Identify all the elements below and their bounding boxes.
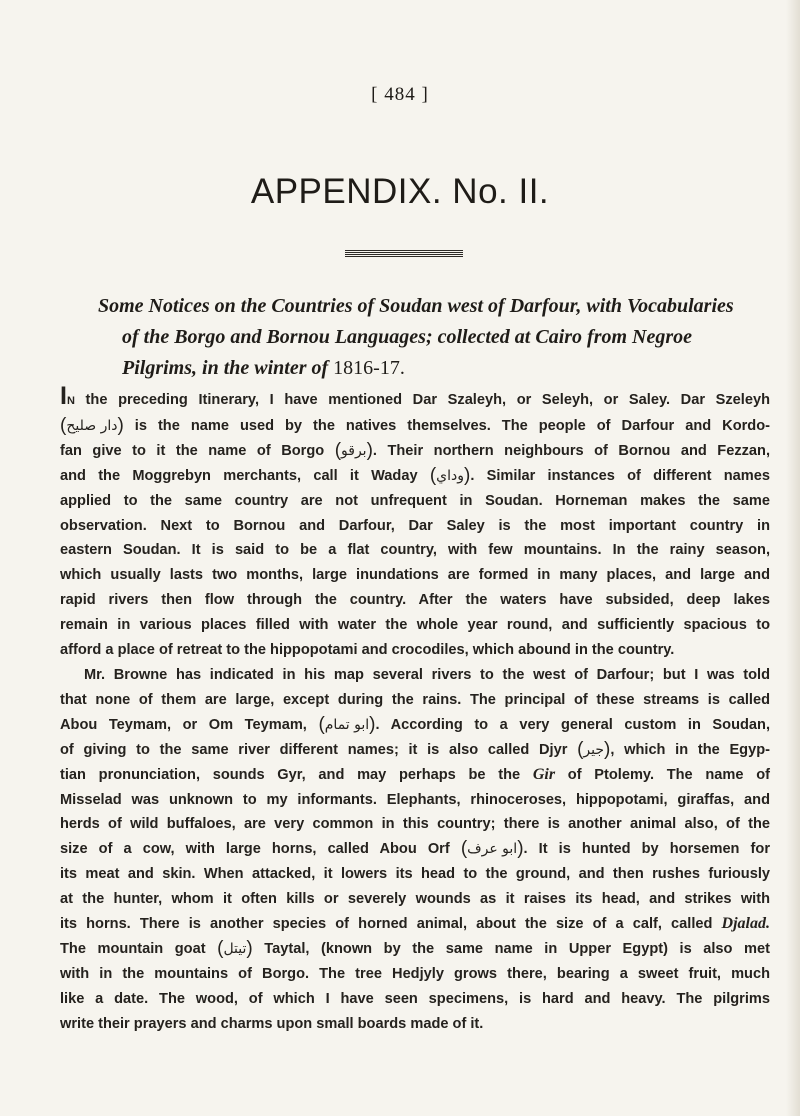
text-run: rapid rivers then flow through the country. After the waters have subsided, deep lakes [60, 592, 770, 609]
text-run: Misselad was unknown to my informants. Elephants, rhinoceroses, hippopotami, giraffas, and [60, 791, 770, 808]
text-run: size of a cow, with large horns, called Abou Orf [60, 841, 461, 858]
subtitle-year: 1816-17. [333, 357, 405, 379]
small-caps-letter: N [66, 395, 75, 407]
arabic-term: (برقو) [335, 443, 373, 459]
subtitle-line-1: Some Notices on the Countries of Soudan west of Darfour, with Vocabularies [98, 295, 734, 317]
text-line [60, 489, 770, 514]
text-line [60, 414, 770, 439]
arabic-term: (جير) [577, 742, 610, 758]
arabic-word: تيتل [223, 940, 247, 957]
drop-cap: I [60, 382, 67, 410]
arabic-term: (ابو تمام) [318, 717, 375, 733]
text-line [60, 384, 770, 414]
text-line [60, 688, 770, 713]
arabic-word: وداي [436, 467, 464, 484]
text-run: that none of them are large, except during the rains. The principal of these streams is called [60, 691, 770, 708]
text-run: of giving to the same river different names; it is also called Djyr [60, 741, 578, 758]
text-run: which usually lasts two months, large inundations are formed in many places, and large and [60, 567, 770, 584]
text-run: observation. Next to Bornou and Darfour, Dar Saley is the most important country in [60, 517, 770, 534]
text-line [60, 464, 770, 489]
text-run: applied to the same country are not unfrequent in Soudan. Horneman makes the same [60, 492, 770, 509]
arabic-term: (ابو عرف) [461, 841, 524, 857]
text-line [60, 538, 770, 563]
text-run: . Similar instances of different names [470, 467, 770, 484]
text-run: remain in various places filled with water the whole year round, and sufficiently spacious to [60, 617, 770, 634]
page-edge-shadow [786, 0, 800, 1116]
text-line [60, 514, 770, 539]
text-line [60, 563, 770, 588]
text-line [60, 738, 770, 763]
appendix-heading: APPENDIX. No. II. [250, 172, 550, 211]
text-run: with in the mountains of Borgo. The tree Hedjyly grows there, bearing a sweet fruit, much [60, 965, 770, 982]
text-run: Taytal, (known by the same name in Upper Egypt) is also met [252, 940, 770, 957]
arabic-term: (وداي) [430, 468, 471, 484]
subtitle-line-3-text: Pilgrims, in the winter of [122, 357, 329, 379]
text-run: and the Moggrebyn merchants, call it Waday [60, 467, 430, 484]
text-run: herds of wild buffaloes, are very common in this country; there is another animal also, of the [60, 816, 770, 833]
text-line [60, 837, 770, 862]
text-line [60, 663, 770, 688]
text-line [60, 912, 770, 937]
text-line [60, 763, 770, 788]
text-line [60, 713, 770, 738]
text-run: the preceding Itinerary, I have mentioned Dar Szaleyh, or Seleyh, or Saley. Dar Szeleyh [74, 392, 770, 408]
text-line [60, 788, 770, 813]
text-run: like a date. The wood, of which I have seen specimens, is hard and heavy. The pilgrims [60, 990, 770, 1007]
text-line [60, 887, 770, 912]
text-line [60, 588, 770, 613]
text-line [60, 613, 770, 638]
text-run: at the hunter, whom it often kills or severely wounds as it raises its head, and strikes with [60, 891, 770, 908]
text-line [60, 638, 770, 663]
subtitle-line-2: of the Borgo and Bornou Languages; collected at Cairo from Negroe [122, 326, 693, 348]
text-run: fan give to it the name of Borgo [60, 442, 335, 459]
text-run: Mr. Browne has indicated in his map several rivers to the west of Darfour; but I was told [84, 666, 770, 683]
arabic-term: (دار صليح) [60, 418, 124, 434]
arabic-word: برقو [341, 442, 367, 459]
text-run: . Their northern neighbours of Bornou and Fezzan, [372, 442, 771, 459]
text-run: its meat and skin. When attacked, it lowers its head to the ground, and then rushes furiously [60, 866, 770, 883]
text-run: is the name used by the natives themselves. The people of Darfour and Kordo- [123, 417, 770, 434]
text-run: its horns. There is another species of horned animal, about the size of a calf, called [60, 916, 722, 933]
text-run: eastern Soudan. It is said to be a flat country, with few mountains. In the rainy season, [60, 542, 770, 559]
text-line [60, 862, 770, 887]
text-run: , which in the Egyp- [610, 741, 770, 758]
arabic-word: جير [583, 741, 605, 758]
text-line [60, 937, 770, 962]
text-run: tian pronunciation, sounds Gyr, and may perhaps be the [60, 766, 533, 783]
arabic-term: (تيتل) [217, 941, 253, 957]
subtitle [98, 291, 768, 384]
arabic-word: ابو عرف [467, 841, 518, 858]
text-run: write their prayers and charms upon small boards made of it. [60, 1015, 484, 1032]
text-run: The mountain goat [60, 940, 218, 957]
text-run: . According to a very general custom in Soudan, [375, 716, 770, 733]
page-number: [ 484 ] [371, 84, 429, 105]
decorative-rule [345, 250, 463, 258]
text-line [60, 962, 770, 987]
italic-term: Gir [532, 765, 556, 783]
text-line [60, 987, 770, 1012]
text-run: Abou Teymam, or Om Teymam, [60, 716, 319, 733]
arabic-word: دار صليح [66, 417, 118, 434]
italic-term: Djalad. [721, 915, 770, 933]
text-line [60, 812, 770, 837]
text-run: afford a place of retreat to the hippopotami and crocodiles, which abound in the country. [60, 642, 675, 659]
text-run: . It is hunted by horsemen for [523, 841, 770, 858]
text-line [60, 439, 770, 464]
subtitle-line-3 [122, 353, 768, 384]
arabic-word: ابو تمام [324, 716, 370, 733]
body-text [60, 384, 770, 1037]
text-run: of Ptolemy. The name of [555, 766, 770, 783]
text-line [60, 1012, 770, 1037]
